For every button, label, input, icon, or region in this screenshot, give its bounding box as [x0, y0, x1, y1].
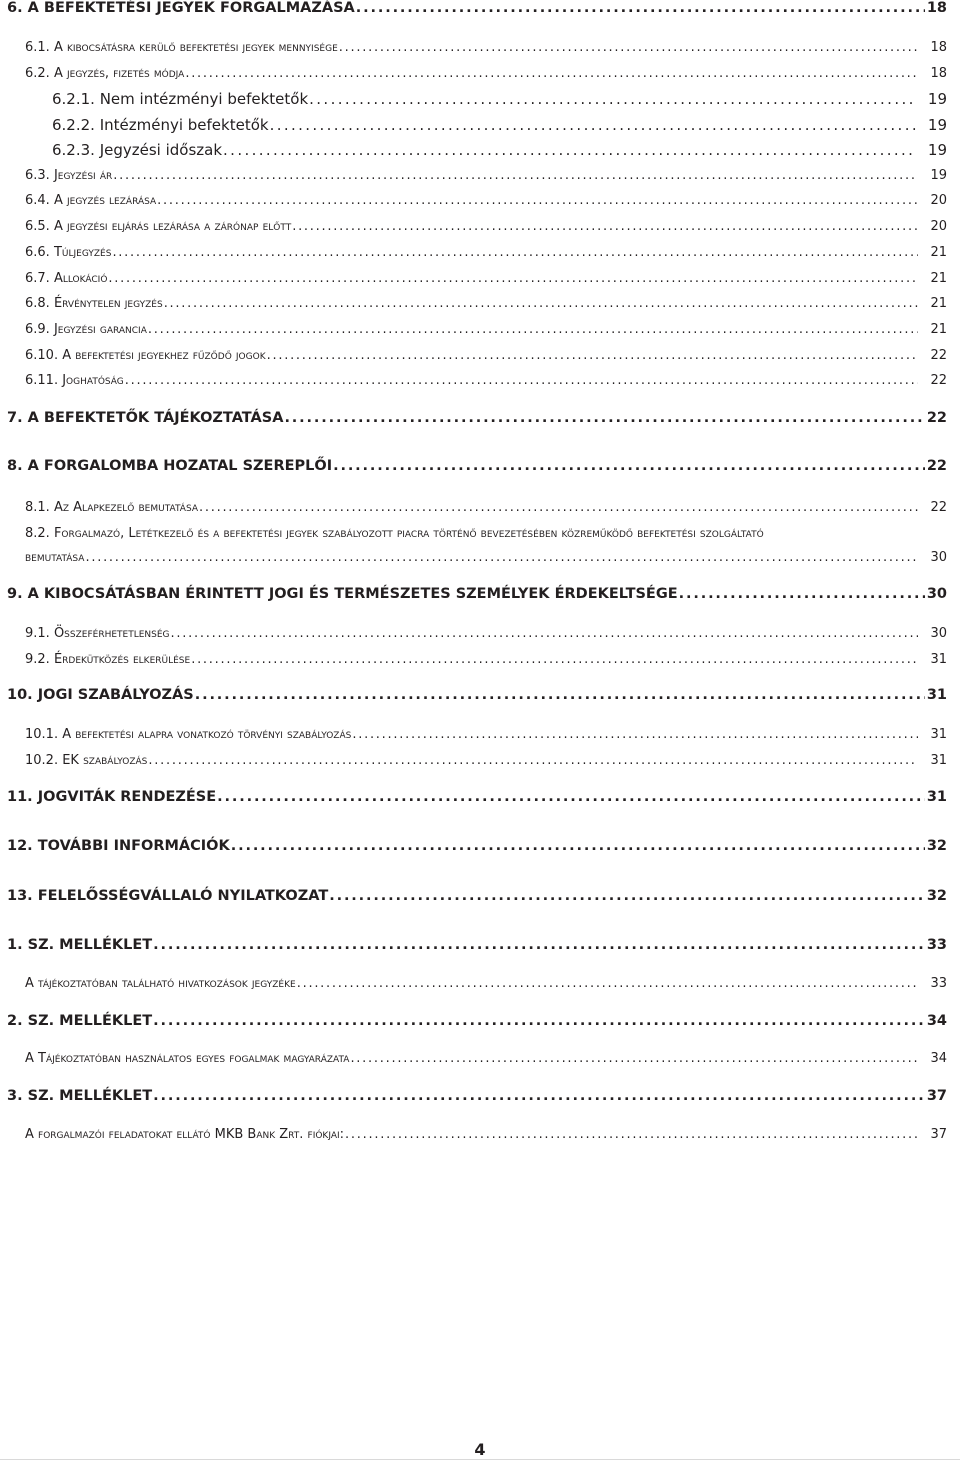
- toc-label: A forgalmazói feladatokat ellátó MKB Bank Zrt. fiókjai:: [25, 1127, 345, 1142]
- toc-label: Forgalmazó, Letétkezelő és a befektetési jegyek szabályozott piacra történő bevezetésében közreműködő befektetési szolgáltató: [53, 526, 764, 541]
- toc-number: 9.2.: [25, 652, 50, 667]
- toc-page-number: 21: [930, 322, 947, 337]
- toc-entry-12[interactable]: [7, 838, 947, 854]
- toc-page-number: 33: [930, 976, 947, 991]
- toc-page-number: 22: [930, 348, 947, 363]
- toc-label: A Tájékoztatóban használatos egyes fogalmak magyarázata: [25, 1051, 350, 1066]
- page-number: 4: [474, 1440, 486, 1459]
- toc-label: A jegyzés lezárása: [53, 193, 157, 208]
- toc-leader: [148, 753, 918, 768]
- toc-entry-11[interactable]: [7, 789, 947, 805]
- toc-entry-6-8[interactable]: [25, 296, 947, 311]
- toc-leader: [185, 66, 918, 81]
- toc-label: 6.2.1. Nem intézményi befektetők: [52, 90, 309, 108]
- toc-entry-10[interactable]: [7, 687, 947, 703]
- toc-leader: [217, 789, 925, 805]
- toc-label: Jegyzési ár: [53, 168, 113, 183]
- toc-label: 10. JOGI SZABÁLYOZÁS: [7, 687, 194, 703]
- toc-number: 6.8.: [25, 296, 50, 311]
- toc-leader: [270, 116, 916, 134]
- toc-label: Érvénytelen jegyzés: [53, 296, 163, 311]
- toc-label: Összeférhetetlenség: [53, 626, 170, 641]
- toc-page-number: 20: [930, 219, 947, 234]
- toc-leader: [153, 1088, 925, 1104]
- toc-entry-10-2[interactable]: [25, 753, 947, 768]
- toc-label: Érdekütközés elkerülése: [53, 652, 191, 667]
- toc-label: 11. JOGVITÁK RENDEZÉSE: [7, 789, 217, 805]
- toc-number: 6.3.: [25, 168, 50, 183]
- toc-page-number: 18: [930, 66, 947, 81]
- toc-page-number: 32: [926, 888, 947, 904]
- toc-leader: [267, 348, 919, 363]
- toc-label: 6.2.2. Intézményi befektetők: [52, 116, 269, 134]
- toc-number: 6.6.: [25, 245, 50, 260]
- toc-leader: [329, 888, 925, 904]
- toc-page-number: 19: [930, 168, 947, 183]
- toc-label: 1. SZ. MELLÉKLET: [7, 937, 153, 953]
- toc-page-number: 37: [930, 1127, 947, 1142]
- toc-page-number: 19: [927, 90, 947, 108]
- toc-number: 6.11.: [25, 373, 59, 388]
- toc-label: 6. A BEFEKTETÉSI JEGYEK FORGALMAZÁSA: [7, 0, 355, 16]
- toc-leader: [164, 296, 919, 311]
- toc-page-number: 37: [926, 1088, 947, 1104]
- toc-number: 6.9.: [25, 322, 50, 337]
- toc-leader: [679, 586, 925, 602]
- toc-entry-7[interactable]: [7, 410, 947, 426]
- toc-page-number: 20: [930, 193, 947, 208]
- toc-number: 10.1.: [25, 727, 59, 742]
- toc-entry-9-1[interactable]: [25, 626, 947, 641]
- toc-leader: [125, 373, 919, 388]
- toc-number: 8.1.: [25, 500, 50, 515]
- toc-entry-annex-2-sub[interactable]: [25, 1051, 947, 1066]
- toc-entry-8[interactable]: [7, 458, 947, 474]
- toc-number: 6.1.: [25, 40, 50, 55]
- toc-leader: [284, 410, 924, 426]
- toc-entry-6-9[interactable]: [25, 322, 947, 337]
- toc-entry-annex-3[interactable]: [7, 1088, 947, 1104]
- toc-leader: [309, 90, 916, 108]
- toc-leader: [345, 1127, 918, 1142]
- toc-leader: [113, 168, 918, 183]
- toc-leader: [108, 271, 918, 286]
- toc-entry-8-2[interactable]: [25, 550, 947, 565]
- toc-leader: [157, 193, 918, 208]
- toc-entry-6-1[interactable]: [25, 40, 947, 55]
- toc-page-number: 18: [926, 0, 947, 16]
- toc-page-number: 31: [926, 687, 947, 703]
- toc-entry-6-2[interactable]: [25, 66, 947, 81]
- toc-leader: [231, 838, 925, 854]
- toc-entry-annex-1[interactable]: [7, 937, 947, 953]
- toc-entry-9-2[interactable]: [25, 652, 947, 667]
- toc-label: 2. SZ. MELLÉKLET: [7, 1013, 153, 1029]
- toc-page-number: 31: [930, 652, 947, 667]
- toc-label: A tájékoztatóban található hivatkozások jegyzéke: [25, 976, 296, 991]
- toc-page-number: 32: [926, 838, 947, 854]
- toc-leader: [223, 141, 916, 159]
- toc-label: 7. A BEFEKTETŐK TÁJÉKOZTATÁSA: [7, 410, 284, 426]
- toc-leader: [85, 550, 918, 565]
- toc-number: 6.5.: [25, 219, 50, 234]
- toc-label: Allokáció: [53, 271, 108, 286]
- toc-page-number: 22: [926, 458, 947, 474]
- toc-label: A kibocsátásra kerülő befektetési jegyek mennyisége: [53, 40, 338, 55]
- toc-leader: [153, 1013, 925, 1029]
- toc-entry-8-2-line1[interactable]: [25, 526, 947, 541]
- toc-number: 6.10.: [25, 348, 59, 363]
- toc-label: Joghatóság: [62, 373, 124, 388]
- toc-entry-9[interactable]: [7, 586, 947, 602]
- toc-leader: [191, 652, 918, 667]
- toc-label: bemutatása: [25, 550, 85, 565]
- toc-page-number: 33: [926, 937, 947, 953]
- toc-leader: [112, 245, 918, 260]
- toc-entry-annex-3-sub[interactable]: [25, 1127, 947, 1142]
- toc-label: 12. TOVÁBBI INFORMÁCIÓK: [7, 838, 230, 854]
- toc-page-number: 30: [930, 550, 947, 565]
- toc-label: A jegyzési eljárás lezárása a zárónap előtt: [53, 219, 292, 234]
- toc-leader: [199, 500, 918, 515]
- toc-label: Az Alapkezelő bemutatása: [53, 500, 198, 515]
- toc-leader: [292, 219, 918, 234]
- toc-label: EK szabályozás: [62, 753, 148, 768]
- toc-entry-6-2-3[interactable]: [52, 141, 947, 159]
- toc-label: A befektetési jegyekhez fűződő jogok: [62, 348, 266, 363]
- toc-page-number: 19: [927, 141, 947, 159]
- toc-leader: [153, 937, 925, 953]
- toc-label: Túljegyzés: [53, 245, 112, 260]
- toc-label: Jegyzési garancia: [53, 322, 147, 337]
- toc-leader: [171, 626, 919, 641]
- toc-entry-6-7[interactable]: [25, 271, 947, 286]
- toc-leader: [350, 1051, 918, 1066]
- toc-number: 6.7.: [25, 271, 50, 286]
- toc-number: 6.4.: [25, 193, 50, 208]
- footer-divider: [0, 1459, 960, 1460]
- toc-page-number: 22: [930, 373, 947, 388]
- toc-page-number: 31: [926, 789, 947, 805]
- toc-entry-annex-2[interactable]: [7, 1013, 947, 1029]
- toc-page-number: 21: [930, 271, 947, 286]
- toc-page-number: 18: [930, 40, 947, 55]
- toc-page-number: 30: [930, 626, 947, 641]
- toc-label: 9. A KIBOCSÁTÁSBAN ÉRINTETT JOGI ÉS TERMÉSZETES SZEMÉLYEK ÉRDEKELTSÉGE: [7, 586, 678, 602]
- toc-entry-10-1[interactable]: [25, 727, 947, 742]
- toc-entry-6-4[interactable]: [25, 193, 947, 208]
- toc-entry-6-6[interactable]: [25, 245, 947, 260]
- toc-leader: [333, 458, 925, 474]
- toc-entry-6-11[interactable]: [25, 373, 947, 388]
- toc-label: 6.2.3. Jegyzési időszak: [52, 141, 223, 159]
- toc-entry-6-5[interactable]: [25, 219, 947, 234]
- toc-entry-6-2-1[interactable]: [52, 90, 947, 108]
- toc-page-number: 34: [926, 1013, 947, 1029]
- toc-number: 10.2.: [25, 753, 59, 768]
- toc-leader: [195, 687, 925, 703]
- toc-leader: [148, 322, 919, 337]
- toc-page-number: 19: [927, 116, 947, 134]
- toc-label: 8. A FORGALOMBA HOZATAL SZEREPLŐI: [7, 458, 333, 474]
- toc-label: A jegyzés, fizetés módja: [53, 66, 185, 81]
- toc-page-number: 31: [930, 727, 947, 742]
- toc-page-number: 22: [930, 500, 947, 515]
- toc-label: 13. FELELŐSSÉGVÁLLALÓ NYILATKOZAT: [7, 888, 329, 904]
- toc-entry-annex-1-sub[interactable]: [25, 976, 947, 991]
- toc-entry-6[interactable]: [7, 0, 947, 16]
- toc-label: 3. SZ. MELLÉKLET: [7, 1088, 153, 1104]
- toc-leader: [339, 40, 919, 55]
- toc-page-number: 34: [930, 1051, 947, 1066]
- toc-page-number: 30: [926, 586, 947, 602]
- toc-number: 9.1.: [25, 626, 50, 641]
- toc-entry-6-3[interactable]: [25, 168, 947, 183]
- toc-leader: [352, 727, 918, 742]
- toc-number: 6.2.: [25, 66, 50, 81]
- toc-number: 8.2.: [25, 526, 50, 541]
- toc-page-number: 21: [930, 245, 947, 260]
- toc-label: A befektetési alapra vonatkozó törvényi szabályozás: [62, 727, 352, 742]
- toc-page-number: 31: [930, 753, 947, 768]
- toc-leader: [297, 976, 919, 991]
- toc-entry-13[interactable]: [7, 888, 947, 904]
- toc-entry-6-10[interactable]: [25, 348, 947, 363]
- toc-entry-6-2-2[interactable]: [52, 116, 947, 134]
- toc-entry-8-1[interactable]: [25, 500, 947, 515]
- toc-page-number: 21: [930, 296, 947, 311]
- toc-leader: [356, 0, 925, 16]
- toc-page-number: 22: [926, 410, 947, 426]
